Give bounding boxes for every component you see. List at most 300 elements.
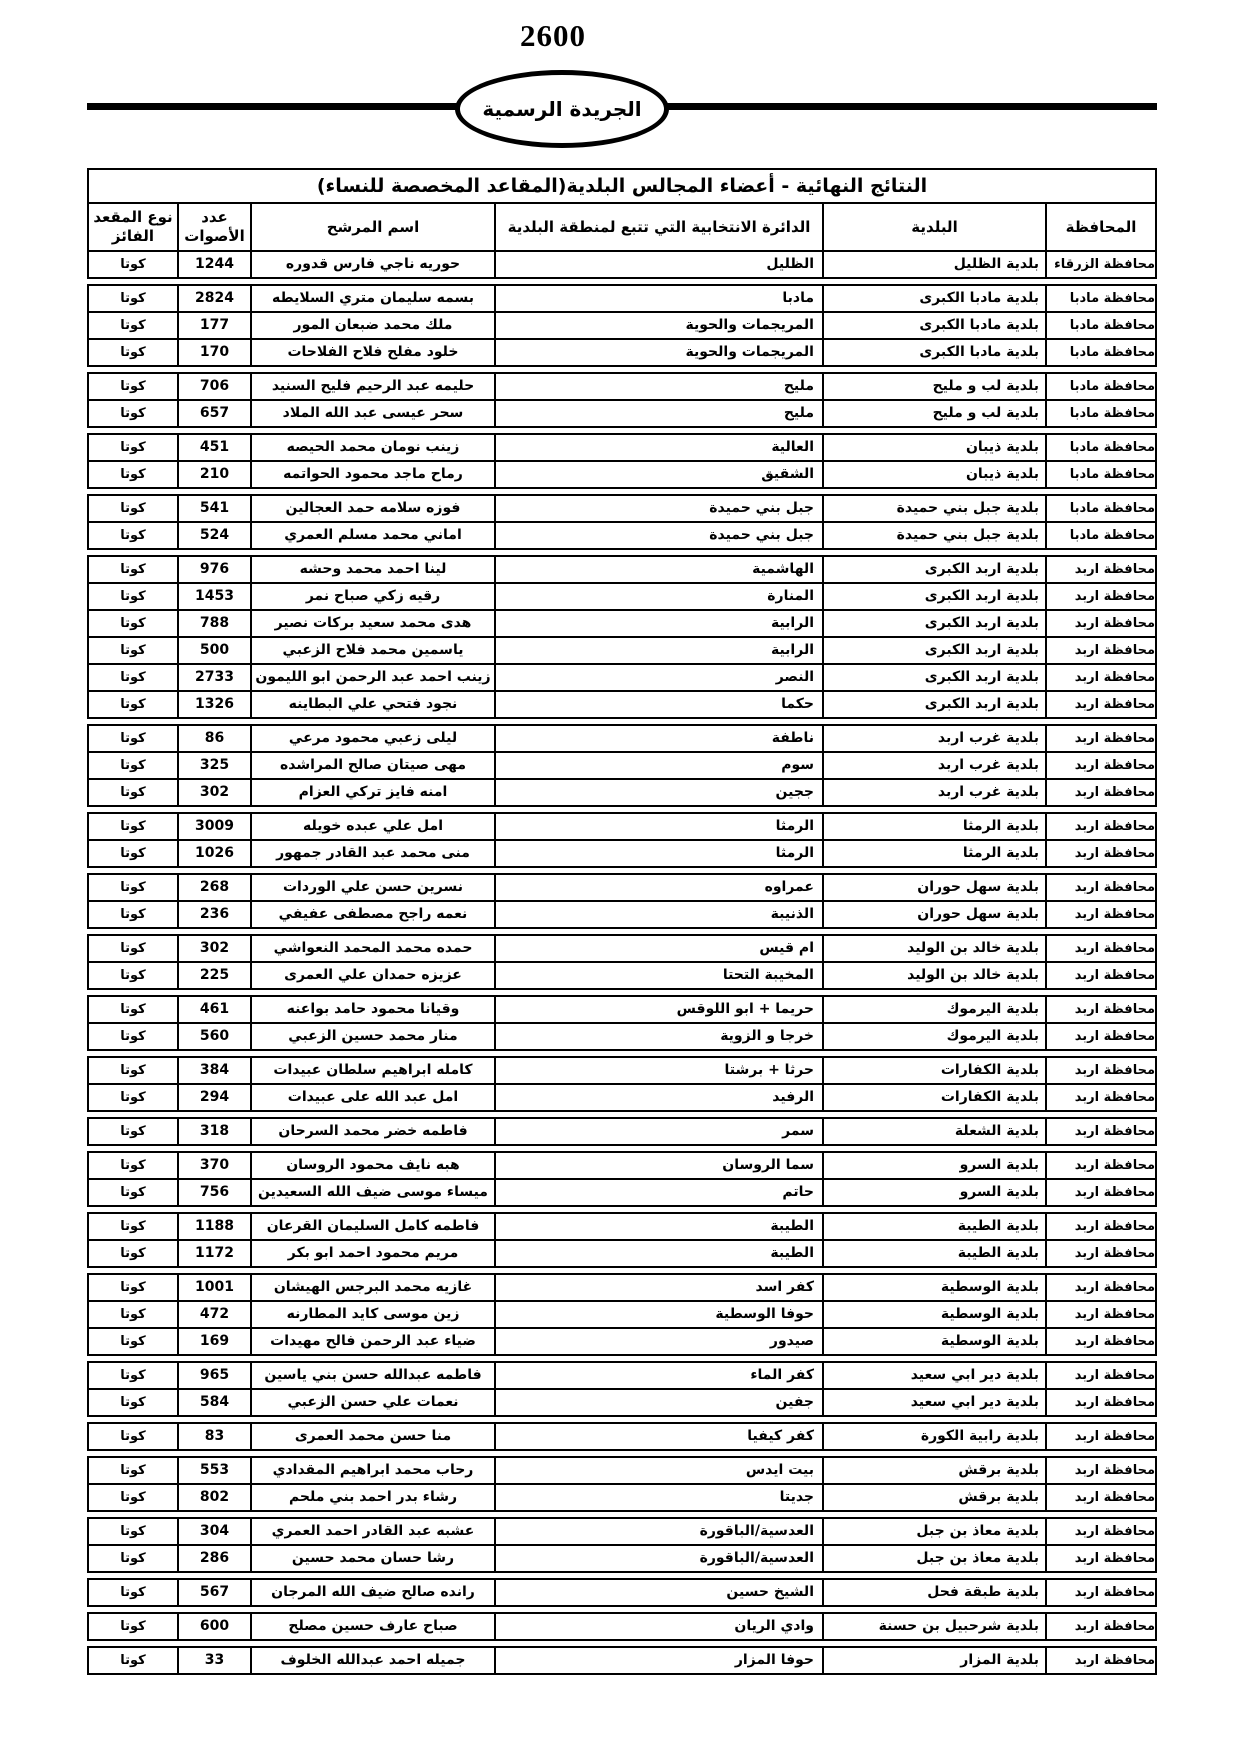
cell-votes: 325 (177, 753, 250, 778)
cell-governorate: محافظة اربد (1045, 1580, 1155, 1605)
column-header-votes: عدد الأصوات (177, 204, 250, 250)
cell-seat-type: كوتا (120, 643, 146, 658)
cell-municipality: بلدية رابية الكورة (822, 1424, 1045, 1449)
cell-votes: 472 (177, 1302, 250, 1327)
cell-seat-type: كوتا (120, 968, 146, 983)
cell-seat-type: كوتا (120, 1246, 146, 1261)
cell-seat-type: كوتا (120, 616, 146, 631)
cell-votes: 657 (177, 401, 250, 426)
cell-governorate: محافظة اربد (1045, 1085, 1155, 1110)
cell-district: ناطفة (494, 726, 822, 751)
cell-municipality: بلدية سهل حوران (822, 902, 1045, 927)
table-row (89, 1388, 1155, 1415)
cell-governorate: محافظة اربد (1045, 1614, 1155, 1639)
cell-governorate: محافظة اربد (1045, 841, 1155, 866)
cell-municipality: بلدية الكفارات (822, 1058, 1045, 1083)
cell-district: الظليل (494, 252, 822, 277)
cell-seat-type: كوتا (120, 1185, 146, 1200)
table-row (89, 460, 1155, 487)
cell-district: الطيبة (494, 1241, 822, 1266)
cell-candidate: ملك محمد ضبعان المور (250, 313, 494, 338)
cell-candidate: هدى محمد سعيد بركات نصير (250, 611, 494, 636)
cell-candidate: امل علي عبده خويله (250, 814, 494, 839)
cell-district: المنارة (494, 584, 822, 609)
cell-seat-type: كوتا (120, 941, 146, 956)
cell-votes: 524 (177, 523, 250, 548)
cell-votes: 461 (177, 997, 250, 1022)
cell-candidate: صباح عارف حسين مصلح (250, 1614, 494, 1639)
municipality-group (87, 724, 1157, 807)
cell-votes: 33 (177, 1648, 250, 1673)
cell-seat-type: كوتا (120, 1395, 146, 1410)
cell-votes: 1026 (177, 841, 250, 866)
cell-seat-type: كوتا (120, 1429, 146, 1444)
cell-votes: 384 (177, 1058, 250, 1083)
cell-municipality: بلدية معاذ بن جبل (822, 1546, 1045, 1571)
cell-municipality: بلدية اربد الكبرى (822, 584, 1045, 609)
cell-seat-type: كوتا (120, 379, 146, 394)
cell-municipality: بلدية لب و مليح (822, 401, 1045, 426)
cell-district: كفر اسد (494, 1275, 822, 1300)
cell-municipality: بلدية السرو (822, 1180, 1045, 1205)
cell-municipality: بلدية سهل حوران (822, 875, 1045, 900)
cell-governorate: محافظة اربد (1045, 1180, 1155, 1205)
cell-candidate: ميساء موسى ضيف الله السعيدين (250, 1180, 494, 1205)
table-row (89, 374, 1155, 399)
cell-district: ام قيس (494, 936, 822, 961)
cell-governorate: محافظة اربد (1045, 611, 1155, 636)
cell-votes: 2824 (177, 286, 250, 311)
cell-district: ججين (494, 780, 822, 805)
cell-votes: 500 (177, 638, 250, 663)
cell-candidate: ياسمين محمد فلاح الزعبي (250, 638, 494, 663)
cell-district: سمر (494, 1119, 822, 1144)
cell-candidate: منار محمد حسين الزعبي (250, 1024, 494, 1049)
cell-votes: 976 (177, 557, 250, 582)
cell-municipality: بلدية اربد الكبرى (822, 638, 1045, 663)
cell-candidate: حمده محمد المحمد النعواشي (250, 936, 494, 961)
table-row (89, 1178, 1155, 1205)
cell-governorate: محافظة مادبا (1045, 401, 1155, 426)
cell-district: حوفا المزار (494, 1648, 822, 1673)
cell-district: العدسية/الباقورة (494, 1519, 822, 1544)
cell-seat-type: كوتا (120, 1280, 146, 1295)
cell-seat-type: كوتا (120, 1585, 146, 1600)
cell-district: المريجمات والحوية (494, 313, 822, 338)
table-groups (87, 252, 1157, 1675)
column-header-governorate: المحافظة (1045, 204, 1155, 250)
cell-candidate: نعمه راجح مصطفى عفيفي (250, 902, 494, 927)
cell-candidate: بسمه سليمان متري السلايطه (250, 286, 494, 311)
cell-governorate: محافظة اربد (1045, 1519, 1155, 1544)
cell-governorate: محافظة مادبا (1045, 435, 1155, 460)
table-row (89, 961, 1155, 988)
cell-seat-type: كوتا (120, 1063, 146, 1078)
cell-seat-type: كوتا (120, 589, 146, 604)
table-row (89, 1083, 1155, 1110)
cell-municipality: بلدية ذيبان (822, 435, 1045, 460)
cell-seat-type: كوتا (120, 528, 146, 543)
cell-municipality: بلدية مادبا الكبرى (822, 286, 1045, 311)
municipality-group (87, 873, 1157, 929)
cell-governorate: محافظة اربد (1045, 1363, 1155, 1388)
cell-votes: 318 (177, 1119, 250, 1144)
table-row (89, 1153, 1155, 1178)
table-row (89, 1119, 1155, 1144)
cell-seat-type: كوتا (120, 846, 146, 861)
cell-candidate: حليمه عبد الرحيم فليح السنيد (250, 374, 494, 399)
table-row (89, 1544, 1155, 1571)
cell-candidate: سحر عيسى عبد الله الملاد (250, 401, 494, 426)
cell-district: العدسية/الباقورة (494, 1546, 822, 1571)
table-row (89, 936, 1155, 961)
cell-candidate: عزيزه حمدان علي العمرى (250, 963, 494, 988)
cell-votes: 268 (177, 875, 250, 900)
cell-seat-type: كوتا (120, 880, 146, 895)
cell-district: حريما + ابو اللوقس (494, 997, 822, 1022)
cell-governorate: محافظة مادبا (1045, 286, 1155, 311)
table-row (89, 997, 1155, 1022)
cell-municipality: بلدية خالد بن الوليد (822, 963, 1045, 988)
cell-seat-type: كوتا (120, 440, 146, 455)
table-row (89, 1300, 1155, 1327)
cell-district: الشقيق (494, 462, 822, 487)
column-header-seat-type: نوع المقعد الفائز (93, 208, 173, 245)
table-row (89, 1519, 1155, 1544)
cell-district: جفين (494, 1390, 822, 1415)
cell-district: سما الروسان (494, 1153, 822, 1178)
table-row (89, 1022, 1155, 1049)
cell-district: الرابية (494, 611, 822, 636)
cell-district: وادي الريان (494, 1614, 822, 1639)
cell-district: الرابية (494, 638, 822, 663)
municipality-group (87, 1612, 1157, 1641)
cell-district: حاتم (494, 1180, 822, 1205)
cell-votes: 1326 (177, 692, 250, 717)
cell-district: الذنيبة (494, 902, 822, 927)
cell-district: جديتا (494, 1485, 822, 1510)
cell-municipality: بلدية الشعلة (822, 1119, 1045, 1144)
cell-candidate: نجود فتحي علي البطاينه (250, 692, 494, 717)
cell-governorate: محافظة اربد (1045, 1241, 1155, 1266)
cell-governorate: محافظة اربد (1045, 997, 1155, 1022)
cell-seat-type: كوتا (120, 1029, 146, 1044)
cell-candidate: خلود مفلح فلاح الفلاحات (250, 340, 494, 365)
cell-governorate: محافظة اربد (1045, 814, 1155, 839)
cell-municipality: بلدية الوسطية (822, 1302, 1045, 1327)
cell-municipality: بلدية اليرموك (822, 997, 1045, 1022)
cell-municipality: بلدية برقش (822, 1458, 1045, 1483)
cell-seat-type: كوتا (120, 1124, 146, 1139)
cell-municipality: بلدية جبل بني حميدة (822, 523, 1045, 548)
municipality-group (87, 1517, 1157, 1573)
cell-district: الرمثا (494, 814, 822, 839)
cell-candidate: مهى صيتان صالح المراشده (250, 753, 494, 778)
table-row (89, 1363, 1155, 1388)
cell-governorate: محافظة مادبا (1045, 313, 1155, 338)
cell-votes: 177 (177, 313, 250, 338)
cell-municipality: بلدية اربد الكبرى (822, 665, 1045, 690)
cell-votes: 169 (177, 1329, 250, 1354)
cell-votes: 3009 (177, 814, 250, 839)
cell-district: الشيخ حسين (494, 1580, 822, 1605)
municipality-group (87, 1578, 1157, 1607)
table-row (89, 1239, 1155, 1266)
cell-votes: 2733 (177, 665, 250, 690)
cell-votes: 370 (177, 1153, 250, 1178)
cell-candidate: فاطمه عبدالله حسن بني ياسين (250, 1363, 494, 1388)
table-row (89, 839, 1155, 866)
cell-governorate: محافظة اربد (1045, 1329, 1155, 1354)
municipality-group (87, 1646, 1157, 1675)
cell-candidate: رحاب محمد ابراهيم المقدادي (250, 1458, 494, 1483)
cell-district: حكما (494, 692, 822, 717)
cell-candidate: منا حسن محمد العمرى (250, 1424, 494, 1449)
cell-district: الرمثا (494, 841, 822, 866)
cell-seat-type: كوتا (120, 1551, 146, 1566)
cell-municipality: بلدية شرحبيل بن حسنة (822, 1614, 1045, 1639)
column-header-district: الدائرة الانتخابية التي تتبع لمنطقة البلدية (494, 204, 822, 250)
cell-governorate: محافظة مادبا (1045, 523, 1155, 548)
cell-seat-type: كوتا (120, 467, 146, 482)
cell-municipality: بلدية خالد بن الوليد (822, 936, 1045, 961)
municipality-group (87, 934, 1157, 990)
cell-candidate: رشاء بدر احمد بني ملحم (250, 1485, 494, 1510)
municipality-group (87, 1056, 1157, 1112)
cell-governorate: محافظة مادبا (1045, 340, 1155, 365)
cell-votes: 553 (177, 1458, 250, 1483)
cell-municipality: بلدية الرمثا (822, 841, 1045, 866)
cell-governorate: محافظة اربد (1045, 1275, 1155, 1300)
cell-votes: 560 (177, 1024, 250, 1049)
table-row (89, 582, 1155, 609)
cell-district: النصر (494, 665, 822, 690)
cell-seat-type: كوتا (120, 1002, 146, 1017)
cell-seat-type: كوتا (120, 1334, 146, 1349)
cell-candidate: زينب احمد عبد الرحمن ابو الليمون (250, 665, 494, 690)
cell-seat-type: كوتا (120, 406, 146, 421)
table-row (89, 1458, 1155, 1483)
municipality-group (87, 812, 1157, 868)
cell-seat-type: كوتا (120, 291, 146, 306)
cell-candidate: كامله ابراهيم سلطان عبيدات (250, 1058, 494, 1083)
cell-votes: 225 (177, 963, 250, 988)
cell-municipality: بلدية السرو (822, 1153, 1045, 1178)
cell-votes: 302 (177, 936, 250, 961)
cell-municipality: بلدية الرمثا (822, 814, 1045, 839)
cell-governorate: محافظة اربد (1045, 638, 1155, 663)
cell-district: مليح (494, 374, 822, 399)
cell-governorate: محافظة اربد (1045, 1458, 1155, 1483)
cell-district: العالية (494, 435, 822, 460)
cell-governorate: محافظة اربد (1045, 1648, 1155, 1673)
cell-governorate: محافظة اربد (1045, 1024, 1155, 1049)
cell-municipality: بلدية دير ابي سعيد (822, 1363, 1045, 1388)
municipality-group (87, 1422, 1157, 1451)
cell-governorate: محافظة اربد (1045, 1390, 1155, 1415)
cell-seat-type: كوتا (120, 318, 146, 333)
cell-governorate: محافظة اربد (1045, 1119, 1155, 1144)
cell-governorate: محافظة مادبا (1045, 496, 1155, 521)
cell-candidate: منى محمد عبد القادر جمهور (250, 841, 494, 866)
municipality-group (87, 555, 1157, 719)
cell-votes: 600 (177, 1614, 250, 1639)
cell-candidate: زين موسى كايد المطارنه (250, 1302, 494, 1327)
cell-seat-type: كوتا (120, 907, 146, 922)
table-row (89, 1483, 1155, 1510)
cell-votes: 210 (177, 462, 250, 487)
table-row (89, 435, 1155, 460)
cell-votes: 756 (177, 1180, 250, 1205)
municipality-group (87, 433, 1157, 489)
cell-district: خرجا و الزوية (494, 1024, 822, 1049)
cell-votes: 802 (177, 1485, 250, 1510)
cell-district: كفر الماء (494, 1363, 822, 1388)
cell-seat-type: كوتا (120, 1090, 146, 1105)
cell-district: حرثا + برشتا (494, 1058, 822, 1083)
table-row (89, 399, 1155, 426)
municipality-group (87, 252, 1157, 279)
cell-municipality: بلدية الكفارات (822, 1085, 1045, 1110)
table-row (89, 609, 1155, 636)
cell-district: الرفيد (494, 1085, 822, 1110)
cell-candidate: فاطمه كامل السليمان القرعان (250, 1214, 494, 1239)
cell-governorate: محافظة اربد (1045, 1485, 1155, 1510)
table-row (89, 751, 1155, 778)
cell-votes: 302 (177, 780, 250, 805)
cell-governorate: محافظة الزرقاء (1045, 252, 1155, 277)
cell-votes: 294 (177, 1085, 250, 1110)
cell-seat-type: كوتا (120, 1490, 146, 1505)
table-row (89, 636, 1155, 663)
cell-governorate: محافظة اربد (1045, 1424, 1155, 1449)
cell-district: جبل بني حميدة (494, 523, 822, 548)
cell-governorate: محافظة اربد (1045, 1546, 1155, 1571)
table-title: النتائج النهائية - أعضاء المجالس البلدية(المقاعد المخصصة للنساء) (87, 168, 1157, 204)
cell-municipality: بلدية اربد الكبرى (822, 692, 1045, 717)
table-row (89, 521, 1155, 548)
cell-votes: 451 (177, 435, 250, 460)
municipality-group (87, 284, 1157, 367)
cell-municipality: بلدية اربد الكبرى (822, 557, 1045, 582)
cell-candidate: رماح ماجد محمود الحواتمه (250, 462, 494, 487)
cell-district: جبل بني حميدة (494, 496, 822, 521)
cell-candidate: عشبه عبد القادر احمد العمري (250, 1519, 494, 1544)
cell-votes: 584 (177, 1390, 250, 1415)
cell-seat-type: كوتا (120, 731, 146, 746)
cell-votes: 83 (177, 1424, 250, 1449)
municipality-group (87, 1361, 1157, 1417)
table-row (89, 1327, 1155, 1354)
cell-candidate: غازيه محمد البرجس الهيشان (250, 1275, 494, 1300)
table-row (89, 814, 1155, 839)
table-row (89, 286, 1155, 311)
cell-candidate: نعمات علي حسن الزعبي (250, 1390, 494, 1415)
cell-municipality: بلدية مادبا الكبرى (822, 313, 1045, 338)
cell-seat-type: كوتا (120, 501, 146, 516)
cell-governorate: محافظة اربد (1045, 584, 1155, 609)
cell-municipality: بلدية مادبا الكبرى (822, 340, 1045, 365)
table-row (89, 252, 1155, 277)
cell-municipality: بلدية اربد الكبرى (822, 611, 1045, 636)
page-number: 2600 (520, 18, 586, 53)
cell-candidate: لينا احمد محمد وحشه (250, 557, 494, 582)
cell-candidate: فاطمه خضر محمد السرحان (250, 1119, 494, 1144)
cell-district: كفر كيفيا (494, 1424, 822, 1449)
cell-seat-type: كوتا (120, 1653, 146, 1668)
cell-municipality: بلدية الطيبة (822, 1214, 1045, 1239)
cell-votes: 541 (177, 496, 250, 521)
cell-candidate: زينب نومان محمد الحيصه (250, 435, 494, 460)
cell-municipality: بلدية معاذ بن جبل (822, 1519, 1045, 1544)
table-row (89, 663, 1155, 690)
cell-seat-type: كوتا (120, 785, 146, 800)
cell-governorate: محافظة اربد (1045, 692, 1155, 717)
cell-municipality: بلدية ذيبان (822, 462, 1045, 487)
cell-votes: 304 (177, 1519, 250, 1544)
cell-seat-type: كوتا (120, 1219, 146, 1234)
cell-candidate: رقيه زكي صباح نمر (250, 584, 494, 609)
cell-district: الهاشمية (494, 557, 822, 582)
cell-candidate: حوريه ناجي فارس قدوره (250, 252, 494, 277)
cell-governorate: محافظة اربد (1045, 936, 1155, 961)
cell-candidate: فوزه سلامه حمد العجالين (250, 496, 494, 521)
cell-candidate: هبه نايف محمود الروسان (250, 1153, 494, 1178)
cell-municipality: بلدية الوسطية (822, 1275, 1045, 1300)
cell-candidate: مريم محمود احمد ابو بكر (250, 1241, 494, 1266)
cell-governorate: محافظة اربد (1045, 1153, 1155, 1178)
cell-seat-type: كوتا (120, 345, 146, 360)
cell-municipality: بلدية اليرموك (822, 1024, 1045, 1049)
cell-governorate: محافظة اربد (1045, 665, 1155, 690)
cell-municipality: بلدية لب و مليح (822, 374, 1045, 399)
cell-seat-type: كوتا (120, 670, 146, 685)
cell-seat-type: كوتا (120, 1463, 146, 1478)
cell-seat-type: كوتا (120, 1524, 146, 1539)
results-table (87, 168, 1157, 1675)
table-row (89, 496, 1155, 521)
gazette-banner-label: الجريدة الرسمية (482, 97, 642, 121)
cell-seat-type: كوتا (120, 697, 146, 712)
cell-votes: 1453 (177, 584, 250, 609)
cell-candidate: اماني محمد مسلم العمري (250, 523, 494, 548)
cell-candidate: نسرين حسن علي الوردات (250, 875, 494, 900)
cell-district: عمراوه (494, 875, 822, 900)
cell-seat-type: كوتا (120, 758, 146, 773)
cell-seat-type: كوتا (120, 1307, 146, 1322)
cell-district: مادبا (494, 286, 822, 311)
table-row (89, 690, 1155, 717)
cell-district: صيدور (494, 1329, 822, 1354)
cell-governorate: محافظة اربد (1045, 753, 1155, 778)
cell-seat-type: كوتا (120, 1158, 146, 1173)
municipality-group (87, 372, 1157, 428)
cell-district: الطيبة (494, 1214, 822, 1239)
cell-seat-type: كوتا (120, 257, 146, 272)
cell-governorate: محافظة اربد (1045, 780, 1155, 805)
table-row (89, 1424, 1155, 1449)
table-row (89, 875, 1155, 900)
table-row (89, 1580, 1155, 1605)
table-row (89, 1614, 1155, 1639)
cell-governorate: محافظة مادبا (1045, 462, 1155, 487)
table-row (89, 311, 1155, 338)
cell-municipality: بلدية غرب اربد (822, 726, 1045, 751)
cell-municipality: بلدية برقش (822, 1485, 1045, 1510)
cell-votes: 1188 (177, 1214, 250, 1239)
table-row (89, 1648, 1155, 1673)
cell-governorate: محافظة اربد (1045, 1058, 1155, 1083)
